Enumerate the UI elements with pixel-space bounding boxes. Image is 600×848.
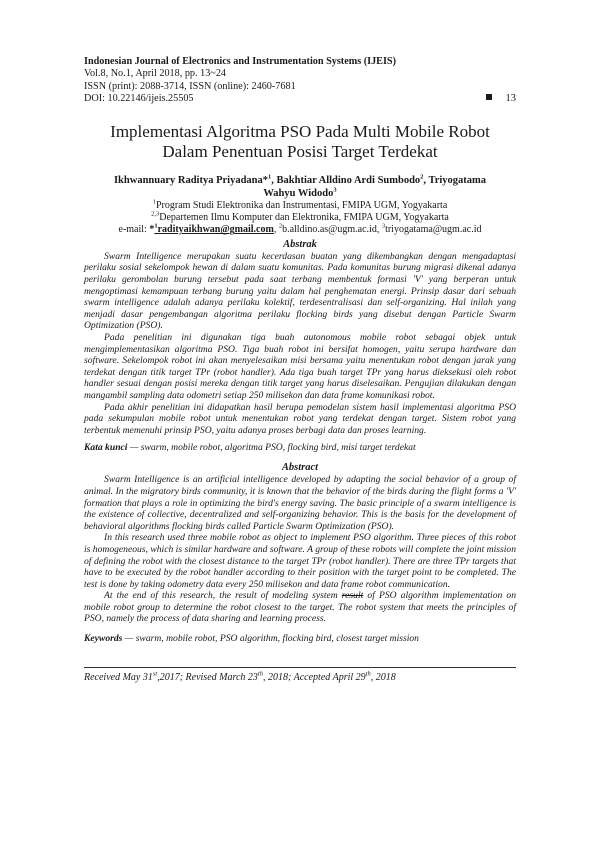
abstrak-paragraph-1: Swarm Intelligence merupakan suatu kecerdasan buatan yang dikembangkan dengan mengadaptasi perilaku sosial sekelompok hewan di dalam suatu komunitas. Pada komunitas burung migrasi dikenal adanya perilaku gerombolan burung tersebut pada saat terbang membentuk formasi 'V' yang berperan untuk mengoptimasi kemampuan terbang burung yaitu dalam hal penghematan energi. Prinsip dasar dari sebuah swarm intelligence adalah adanya perilaku kolektif, terdesentralisasi dan self-organizing. Hal inilah yang menjadi dasar pengembangan algoritma perilaku flocking birds yang disebut dengan Particle Swarm Optimization (PSO). [84, 250, 516, 332]
author-2-sup: 2 [420, 173, 424, 181]
keywords [84, 633, 516, 645]
email-1-text: radityaikhwan@gmail.com [157, 224, 274, 236]
received-sup-1: st [152, 670, 158, 678]
kata-kunci [84, 442, 516, 454]
abstrak-paragraph-3: Pada akhir penelitian ini didapatkan hasil berupa pemodelan sistem hasil implementasi algoritma PSO pada sekumpulan mobile robot untuk menentukan robot yang terdekat dengan target. Sistem robot yang terbentuk memenuhi prinsip PSO, yaitu adanya proses berbagi data dan proses learning. [84, 401, 516, 436]
abstract-paragraph-3 [84, 590, 516, 625]
square-bullet-icon [486, 94, 492, 100]
kata-kunci-label: Kata kunci [84, 442, 128, 454]
email-line [84, 224, 516, 236]
author-3-cont: Wahyu Widodo [263, 187, 334, 199]
abstract-heading: Abstract [281, 462, 319, 474]
kata-kunci-text: — swarm, mobile robot, algoritma PSO, flocking bird, misi target terdekat [127, 442, 416, 454]
title-line-2: Dalam Penentuan Posisi Target Terdekat [162, 141, 438, 161]
paper-title [84, 122, 516, 162]
abstract-paragraph-2: In this research used three mobile robot as object to implement PSO algorithm. Three pieces of this robot is homogeneous, which is similar hardware and software. A group of these robots will complete the joint mission of defining the robot with the closest distance to the target TPr (robot handler). There are three TPr targets that have to be executed by the robot handler according to their position with the target point to be completed. The test is done by taking odometry data every 250 milisekon and data frame robot communication. [84, 532, 516, 590]
abstract-p3-strikethrough: result [341, 590, 364, 602]
abstrak-heading: Abstrak [283, 238, 317, 250]
affiliation-1-text: Program Studi Elektronika dan Instrumentasi, FMIPA UGM, Yogyakarta [155, 199, 448, 211]
received-dates [84, 672, 516, 684]
email-3-sup: 3 [381, 223, 386, 231]
author-separator: , [271, 174, 277, 186]
email-3-text[interactable]: triyogatama@ugm.ac.id [385, 224, 482, 236]
received-part-3: , 2018; Accepted April 29 [262, 672, 366, 684]
keywords-label: Keywords [84, 633, 123, 645]
received-sup-3: th [365, 670, 371, 678]
page-number [486, 93, 517, 105]
author-separator: , [423, 174, 429, 186]
received-part-4: , 2018 [370, 672, 396, 684]
page-number-text: 13 [505, 93, 516, 105]
journal-doi: DOI: 10.22146/ijeis.25505 [84, 93, 194, 105]
affiliation-2 [84, 212, 516, 224]
received-sup-2: th [257, 670, 263, 678]
affiliation-2-sup: 2,3 [151, 210, 160, 218]
journal-issn: ISSN (print): 2088-3714, ISSN (online): 2460-7681 [84, 80, 296, 92]
title-line-1: Implementasi Algoritma PSO Pada Multi Mobile Robot [110, 121, 490, 141]
author-2: Bakhtiar Alldino Ardi Sumbodo [276, 174, 421, 186]
abstract-p3-part-b: of PSO algorithm implementation on mobile robot group to determine the robot closest to the target. The robot system that meets the principles of PSO, namely the process of data sharing and learning process. [84, 590, 516, 625]
email-separator: , [273, 224, 279, 236]
journal-name: Indonesian Journal of Electronics and Instrumentation Systems (IJEIS) [84, 56, 396, 67]
author-1-sup: 1 [268, 173, 272, 181]
journal-volume: Vol.8, No.1, April 2018, pp. 13~24 [84, 68, 227, 80]
affiliation-1-sup: 1 [152, 198, 156, 206]
footer-divider [84, 667, 516, 668]
keywords-text: — swarm, mobile robot, PSO algorithm, flocking bird, closest target mission [122, 633, 419, 645]
received-part-1: Received May 31 [84, 672, 153, 684]
email-1-link[interactable] [154, 224, 274, 235]
abstrak-paragraph-2: Pada penelitian ini digunakan tiga buah autonomous mobile robot sebagai objek untuk mengimplementasikan algoritma PSO. Tiga buah robot ini bersifat homogen, yaitu serupa hardware dan software. Sekelompok robot ini akan menyelesaikan misi bersama yaitu menentukan robot dengan jarak yang terdekat dengan titik target TPr (robot handler). Ada tiga buah target TPr yang harus dieksekusi oleh robot handler sesuai dengan posisi mereka dengan titik target yang harus diselesaikan. Pengujian dilakukan dengan mangambil sampling data odometri setiap 250 milisekon dan data frame komunikasi robot. [84, 332, 516, 401]
email-1-sup: 1 [154, 223, 158, 231]
abstract-p3-part-a: At the end of this research, the result of modeling system [104, 590, 342, 602]
abstract-body [84, 474, 516, 625]
author-1: Ikhwannuary Raditya Priyadana* [113, 174, 269, 186]
abstract-paragraph-1: Swarm Intelligence is an artificial intelligence developed by adapting the social behavior of a group of animal. In the migratory birds community, it is known that the behavior of the birds during the flight forms a 'V' formation that plays a role in optimizing the bird's energy saving. The basic principle of a swarm intelligence is the existence of collective, decentralized and self-organizing behavior. This is the basis for the development of behavioral algorithms flocking birds called Particle Swarm Optimization (PSO). [84, 474, 516, 532]
received-part-2: ,2017; Revised March 23 [157, 672, 258, 684]
author-3-sup: 3 [333, 186, 337, 194]
email-2-text[interactable]: b.alldino.as@ugm.ac.id, [282, 224, 382, 236]
email-1-mark: * [149, 224, 155, 236]
author-list [84, 174, 516, 200]
affiliation-1 [84, 200, 516, 212]
email-prefix: e-mail: [118, 224, 150, 236]
abstrak-body [84, 251, 516, 437]
author-3: Triyogatama [428, 174, 487, 186]
affiliation-2-text: Departemen Ilmu Komputer dan Elektronika, FMIPA UGM, Yogyakarta [159, 212, 449, 224]
journal-header [84, 56, 516, 106]
email-2-sup: 2 [278, 223, 283, 231]
